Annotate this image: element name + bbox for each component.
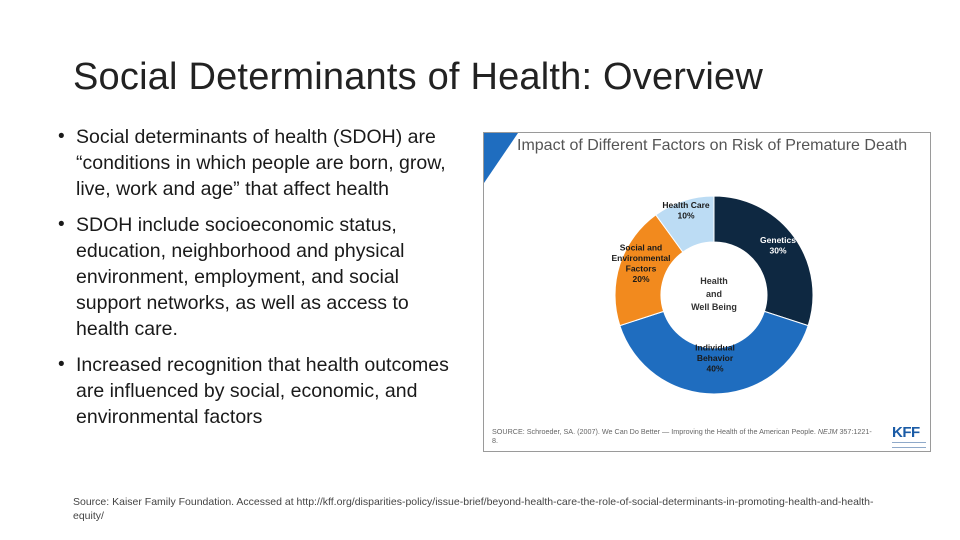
- slice-label: Health Care 10%: [662, 199, 710, 221]
- donut-chart: [484, 133, 930, 423]
- chart-source-journal: NEJM: [817, 427, 838, 436]
- slice-label: Individual Behavior 40%: [695, 342, 735, 374]
- bullet-marker: •: [58, 214, 65, 235]
- bullet-list: [56, 124, 466, 440]
- bullet-item: [56, 124, 466, 202]
- bullet-text: SDOH include socioeconomic status, education, neighborhood and physical environment, employment, and social support networks, as well as access to health care.: [76, 214, 409, 340]
- bullet-text: Increased recognition that health outcomes are influenced by social, economic, and environmental factors: [76, 354, 449, 428]
- chart-title: Impact of Different Factors on Risk of Premature Death: [517, 137, 908, 154]
- chart-source-citation: 357:1221-8.: [492, 427, 872, 445]
- chart-source-text: SOURCE: Schroeder, SA. (2007). We Can Do Better — Improving the Health of the American People.: [492, 427, 816, 436]
- slide-title: Social Determinants of Health: Overview: [73, 56, 763, 98]
- slice-label: Social and Environmental Factors 20%: [611, 242, 671, 284]
- chart-source: [492, 427, 872, 445]
- donut-center-label: Health and Well Being: [691, 276, 737, 312]
- bullet-item: [56, 352, 466, 430]
- bullet-marker: •: [58, 126, 65, 147]
- bullet-item: [56, 212, 466, 342]
- source-note: Source: Kaiser Family Foundation. Accessed at http://kff.org/disparities-policy/issue-brief/beyond-health-care-the-role-of-social-determinants-in-promoting-health-and-health-equity/: [73, 496, 874, 522]
- bullet-marker: •: [58, 354, 65, 375]
- bullet-text: Social determinants of health (SDOH) are “conditions in which people are born, grow, live, work and age” that affect health: [76, 126, 446, 200]
- slice-label: Genetics 30%: [760, 234, 796, 256]
- kff-logo: KFF: [892, 424, 920, 441]
- chart-figure: [483, 132, 931, 452]
- kff-logo-underline: [892, 442, 926, 448]
